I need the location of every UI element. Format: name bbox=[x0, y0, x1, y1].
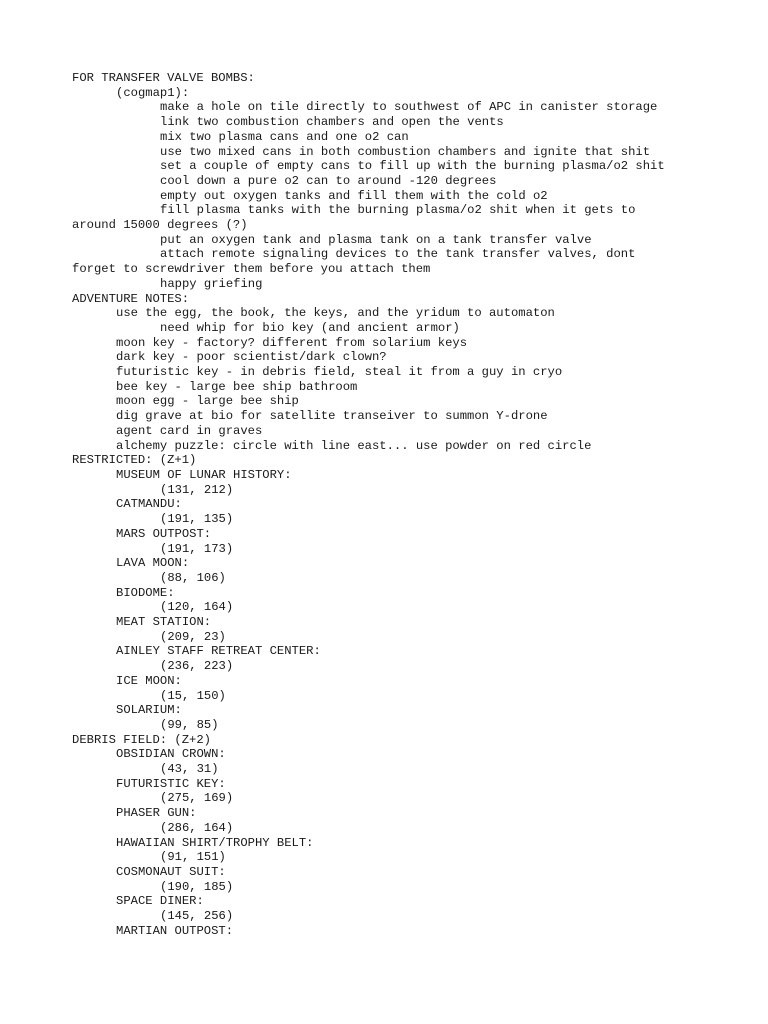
note-subline bbox=[72, 630, 692, 645]
note-line bbox=[72, 380, 692, 395]
line-text: (191, 173) bbox=[160, 541, 234, 556]
section-heading: DEBRIS FIELD: (Z+2) bbox=[72, 732, 211, 747]
note-line bbox=[72, 527, 692, 542]
note-line bbox=[72, 394, 692, 409]
line-continuation: forget to screwdriver them before you attach them bbox=[72, 262, 431, 277]
line-text: (275, 169) bbox=[160, 791, 234, 806]
line-text: (91, 151) bbox=[160, 850, 226, 865]
note-subline bbox=[72, 821, 692, 836]
line-text: agent card in graves bbox=[116, 423, 263, 438]
line-text: mix two plasma cans and one o2 can bbox=[160, 129, 409, 144]
note-line bbox=[72, 924, 692, 939]
note-subline bbox=[72, 145, 692, 160]
line-text: (191, 135) bbox=[160, 512, 234, 527]
line-text: MEAT STATION: bbox=[116, 615, 212, 630]
section-debris-field bbox=[72, 733, 692, 939]
note-line bbox=[72, 644, 692, 659]
line-text: (99, 85) bbox=[160, 717, 219, 732]
note-subline bbox=[72, 689, 692, 704]
note-subline bbox=[72, 762, 692, 777]
note-subline bbox=[72, 130, 692, 145]
note-subline bbox=[72, 100, 692, 115]
line-text: SPACE DINER: bbox=[116, 894, 204, 909]
line-text: make a hole on tile directly to southwest of APC in canister storage bbox=[160, 100, 658, 115]
note-subline bbox=[72, 791, 692, 806]
line-text: FUTURISTIC KEY: bbox=[116, 776, 226, 791]
line-text: alchemy puzzle: circle with line east... use powder on red circle bbox=[116, 438, 592, 453]
line-text: need whip for bio key (and ancient armor) bbox=[160, 320, 460, 335]
section-heading: RESTRICTED: (Z+1) bbox=[72, 453, 197, 468]
note-subline bbox=[72, 189, 692, 204]
line-text: (190, 185) bbox=[160, 879, 234, 894]
note-line bbox=[72, 777, 692, 792]
note-subline bbox=[72, 174, 692, 189]
line-text: OBSIDIAN CROWN: bbox=[116, 747, 226, 762]
line-text: AINLEY STAFF RETREAT CENTER: bbox=[116, 644, 321, 659]
note-line bbox=[72, 836, 692, 851]
line-text: dig grave at bio for satellite transeiver to summon Y-drone bbox=[116, 409, 548, 424]
line-text: put an oxygen tank and plasma tank on a tank transfer valve bbox=[160, 232, 592, 247]
note-subline bbox=[72, 718, 692, 733]
note-subline bbox=[72, 115, 692, 130]
line-continuation: around 15000 degrees (?) bbox=[72, 218, 248, 233]
line-text: bee key - large bee ship bathroom bbox=[116, 379, 358, 394]
line-text: (236, 223) bbox=[160, 659, 234, 674]
note-line bbox=[72, 894, 692, 909]
note-line bbox=[72, 865, 692, 880]
line-text: (131, 212) bbox=[160, 482, 234, 497]
line-text: happy griefing bbox=[160, 276, 263, 291]
line-text: SOLARIUM: bbox=[116, 703, 182, 718]
note-subline bbox=[72, 159, 692, 174]
note-line bbox=[72, 424, 692, 439]
line-text: LAVA MOON: bbox=[116, 556, 190, 571]
note-line bbox=[72, 439, 692, 454]
note-subline bbox=[72, 321, 692, 336]
line-text: attach remote signaling devices to the tank transfer valves, dont bbox=[160, 247, 636, 262]
line-text: moon egg - large bee ship bbox=[116, 394, 299, 409]
note-line bbox=[72, 497, 692, 512]
document-body bbox=[72, 71, 692, 938]
line-text: moon key - factory? different from solarium keys bbox=[116, 335, 468, 350]
section-restricted bbox=[72, 453, 692, 732]
note-line bbox=[72, 336, 692, 351]
note-subline bbox=[72, 600, 692, 615]
note-line bbox=[72, 806, 692, 821]
line-text: (209, 23) bbox=[160, 629, 226, 644]
note-line bbox=[72, 703, 692, 718]
note-line bbox=[72, 86, 692, 101]
note-subline bbox=[72, 512, 692, 527]
note-subline bbox=[72, 277, 692, 292]
note-line bbox=[72, 350, 692, 365]
section-heading: FOR TRANSFER VALVE BOMBS: bbox=[72, 71, 255, 85]
note-line bbox=[72, 306, 692, 321]
line-text: link two combustion chambers and open the vents bbox=[160, 115, 504, 130]
line-text: MUSEUM OF LUNAR HISTORY: bbox=[116, 467, 292, 482]
note-line bbox=[72, 674, 692, 689]
line-text: PHASER GUN: bbox=[116, 806, 197, 821]
note-subline bbox=[72, 850, 692, 865]
line-text: (15, 150) bbox=[160, 688, 226, 703]
line-text: (120, 164) bbox=[160, 600, 234, 615]
line-text: COSMONAUT SUIT: bbox=[116, 864, 226, 879]
line-text: (286, 164) bbox=[160, 820, 234, 835]
note-line bbox=[72, 556, 692, 571]
line-text: cool down a pure o2 can to around -120 degrees bbox=[160, 173, 497, 188]
line-text: (43, 31) bbox=[160, 762, 219, 777]
line-text: use the egg, the book, the keys, and the yridum to automaton bbox=[116, 306, 555, 321]
section-adventure-notes bbox=[72, 292, 692, 454]
line-text: MARTIAN OUTPOST: bbox=[116, 923, 234, 938]
note-subline bbox=[72, 483, 692, 498]
note-subline bbox=[72, 571, 692, 586]
line-text: MARS OUTPOST: bbox=[116, 526, 212, 541]
line-text: set a couple of empty cans to fill up with the burning plasma/o2 shit bbox=[160, 159, 665, 174]
note-line bbox=[72, 747, 692, 762]
note-line bbox=[72, 409, 692, 424]
note-line bbox=[72, 365, 692, 380]
note-line bbox=[72, 586, 692, 601]
note-subline bbox=[72, 233, 692, 248]
line-text: (145, 256) bbox=[160, 909, 234, 924]
note-subline bbox=[72, 909, 692, 924]
note-subline bbox=[72, 247, 692, 276]
line-text: BIODOME: bbox=[116, 585, 175, 600]
note-subline bbox=[72, 203, 692, 232]
note-subline bbox=[72, 659, 692, 674]
line-text: futuristic key - in debris field, steal it from a guy in cryo bbox=[116, 365, 563, 380]
line-text: HAWAIIAN SHIRT/TROPHY BELT: bbox=[116, 835, 314, 850]
line-text: empty out oxygen tanks and fill them with the cold o2 bbox=[160, 188, 548, 203]
note-line bbox=[72, 615, 692, 630]
line-text: dark key - poor scientist/dark clown? bbox=[116, 350, 387, 365]
line-text: (cogmap1): bbox=[116, 85, 190, 100]
note-subline bbox=[72, 542, 692, 557]
note-subline bbox=[72, 880, 692, 895]
line-text: ICE MOON: bbox=[116, 673, 182, 688]
line-text: fill plasma tanks with the burning plasma/o2 shit when it gets to bbox=[160, 203, 636, 218]
line-text: CATMANDU: bbox=[116, 497, 182, 512]
line-text: (88, 106) bbox=[160, 570, 226, 585]
line-text: use two mixed cans in both combustion chambers and ignite that shit bbox=[160, 144, 651, 159]
note-line bbox=[72, 468, 692, 483]
section-transfer-valve-bombs bbox=[72, 71, 692, 292]
section-heading: ADVENTURE NOTES: bbox=[72, 291, 190, 306]
